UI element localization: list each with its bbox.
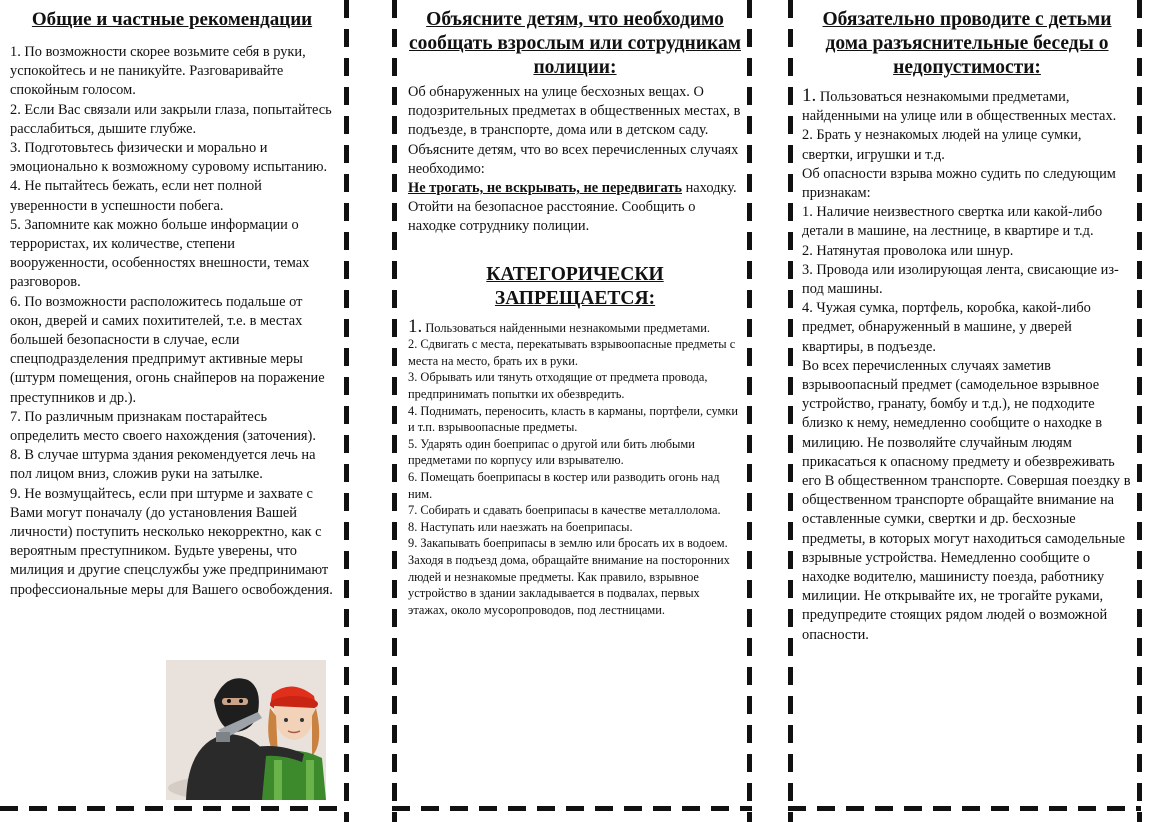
panel-border-right bbox=[1137, 0, 1142, 822]
children-paragraph-1: Об обнаруженных на улице бесхозных вещах. О подозрительных предметах в общественных местах, в подъезде, в транспорте, дома или в детском саду. bbox=[408, 84, 741, 139]
hostage-illustration-icon bbox=[166, 660, 326, 800]
panel-border-bottom bbox=[392, 806, 752, 811]
panel-explain-to-children bbox=[390, 0, 756, 822]
explosion-sign-item: 2. Натянутая проволока или шнур. bbox=[802, 242, 1014, 259]
prohibited-item: 8. Наступать или наезжать на боеприпасы. bbox=[408, 519, 633, 534]
recommendation-item: 1. По возможности скорее возьмите себя в руки, успокойтесь и не паникуйте. Разговаривайте спокойным голосом. bbox=[10, 44, 306, 99]
panel-title: Обязательно проводите с детьми дома разъяснительные беседы о недопустимости: bbox=[822, 9, 1112, 78]
closing-advice: Во всех перечисленных случаях заметив взрывоопасный предмет (самодельное взрывное устройство, гранату, бомбу и т.д.), не подходите близко к нему, немедленно сообщите о находке в милицию. Не позволяйте случайным людям прикасаться к опасному предмету и обезвреживать его В общественном транспорте. Совершая поездку в общественном транспорте обращайте внимание на оставленные сумки, свертки и др. бесхозные предметы, в которых могут находиться самодельные взрывные устройства. Немедленно сообщите о находке водителю, машинисту поезда, работнику милиции. Не открывайте их, не трогайте руками, предупредите стоящих рядом людей о возможной опасности. bbox=[802, 357, 1131, 643]
prohibited-item-1-number: 1. bbox=[408, 315, 423, 337]
panel-general-recommendations bbox=[0, 0, 350, 822]
recommendation-item: 6. По возможности расположитесь подальше от окон, дверей и самих похитителей, т.е. в местах большей безопасности в случае, если спецподразделения предпримут активные меры (штурм помещения, огонь снайперов на поражение преступников и др.). bbox=[10, 293, 325, 406]
recommendation-item: 8. В случае штурма здания рекомендуется лечь на пол лицом вниз, сложив руки на затылке. bbox=[10, 447, 316, 483]
recommendations-list bbox=[10, 43, 334, 600]
recommendation-item: 7. По различным признакам постарайтесь определить место своего нахождения (заточения). bbox=[10, 408, 316, 445]
talks-item-1-number: 1. bbox=[802, 85, 817, 106]
recommendation-item: 2. Если Вас связали или закрыли глаза, попытайтесь расслабиться, дышите глубже. bbox=[10, 101, 332, 137]
talks-item-2: 2. Брать у незнакомых людей на улице сумки, свертки, игрушки и т.д. bbox=[802, 127, 1082, 163]
do-not-touch-warning: Не трогать, не вскрывать, не передвигать bbox=[408, 180, 682, 197]
panel-explanatory-talks bbox=[786, 0, 1153, 822]
panel-border-bottom bbox=[0, 806, 344, 811]
recommendation-item: 4. Не пытайтесь бежать, если нет полной уверенности в успешности побега. bbox=[10, 178, 262, 214]
explosion-signs-list bbox=[802, 203, 1132, 357]
explosion-signs-intro: Об опасности взрыва можно судить по следующим признакам: bbox=[802, 165, 1116, 202]
panel-border-left bbox=[392, 0, 397, 822]
children-paragraph-3 bbox=[408, 179, 742, 237]
prohibited-list bbox=[408, 336, 742, 552]
explosion-sign-item: 4. Чужая сумка, портфель, коробка, какой-либо предмет, обнаруженный в машине, у дверей квартиры, в подъезде. bbox=[802, 300, 1091, 355]
panel-border-bottom bbox=[788, 806, 1141, 811]
recommendation-item: 9. Не возмущайтесь, если при штурме и захвате с Вами могут поначалу (до установления Вашей личности) поступить несколько некорректно, как с вероятным преступником. Будьте уверены, что милиция и другие спецслужбы уже предпринимают профессиональные меры для Вашего освобождения. bbox=[10, 485, 333, 598]
prohibited-item: 6. Помещать боеприпасы в костер или разводить огонь над ним. bbox=[408, 469, 720, 501]
prohibited-item: 4. Поднимать, переносить, класть в карманы, портфели, сумки и т.п. взрывоопасные предметы. bbox=[408, 403, 739, 435]
prohibited-item: 9. Закапывать боеприпасы в землю или бросать их в водоем. bbox=[408, 536, 728, 551]
explosion-sign-item: 3. Провода или изолирующая лента, свисающие из-под машины. bbox=[802, 261, 1119, 298]
entrance-advice: Заходя в подъезд дома, обращайте внимание на посторонних людей и незнакомые предметы. Как правило, взрывное устройство в здании закладывается в подвалах, первых этажах, около мусоропроводов, под лестницами. bbox=[408, 552, 730, 617]
prohibited-item: 7. Собирать и сдавать боеприпасы в качестве металлолома. bbox=[408, 503, 721, 518]
recommendation-item: 3. Подготовьтесь физически и морально и эмоционально к возможному суровому испытанию. bbox=[10, 140, 328, 176]
talks-item-1 bbox=[802, 86, 1132, 126]
explosion-sign-item: 1. Наличие неизвестного свертка или какой-либо детали в машине, на лестнице, в квартире и т.д. bbox=[802, 204, 1103, 240]
panel-border-right bbox=[344, 0, 349, 822]
children-paragraph-3-rest: находку. Отойти на безопасное расстояние. Сообщить о находке сотруднику полиции. bbox=[408, 180, 737, 235]
children-paragraph-2: Объясните детям, что во всех перечисленных случаях необходимо: bbox=[408, 141, 739, 177]
prohibited-heading: КАТЕГОРИЧЕСКИ ЗАПРЕЩАЕТСЯ: bbox=[486, 263, 664, 309]
prohibited-item: 2. Сдвигать с места, перекатывать взрывоопасные предметы с места на место, брать их в руки. bbox=[408, 337, 736, 368]
prohibited-item-1-text: Пользоваться найденными незнакомыми предметами. bbox=[422, 320, 710, 335]
talks-item-1-text: Пользоваться незнакомыми предметами, найденными на улице или в общественных местах. bbox=[802, 89, 1117, 125]
prohibited-item: 5. Ударять один боеприпас о другой или бить любыми предметами по корпусу или взрывателю. bbox=[408, 436, 695, 468]
prohibited-item-1 bbox=[408, 315, 742, 337]
panel-title: Объясните детям, что необходимо сообщать взрослым или сотрудникам полиции: bbox=[409, 9, 741, 78]
panel-border-right bbox=[747, 0, 752, 822]
prohibited-item: 3. Обрывать или тянуть отходящие от предмета провода, предпринимать попытки их обезвредить. bbox=[408, 370, 708, 401]
panel-border-left bbox=[788, 0, 793, 822]
recommendation-item: 5. Запомните как можно больше информации о террористах, их количестве, степени вооруженности, особенностях внешности, темах разговоров. bbox=[10, 216, 310, 291]
panel-title: Общие и частные рекомендации bbox=[31, 9, 313, 30]
